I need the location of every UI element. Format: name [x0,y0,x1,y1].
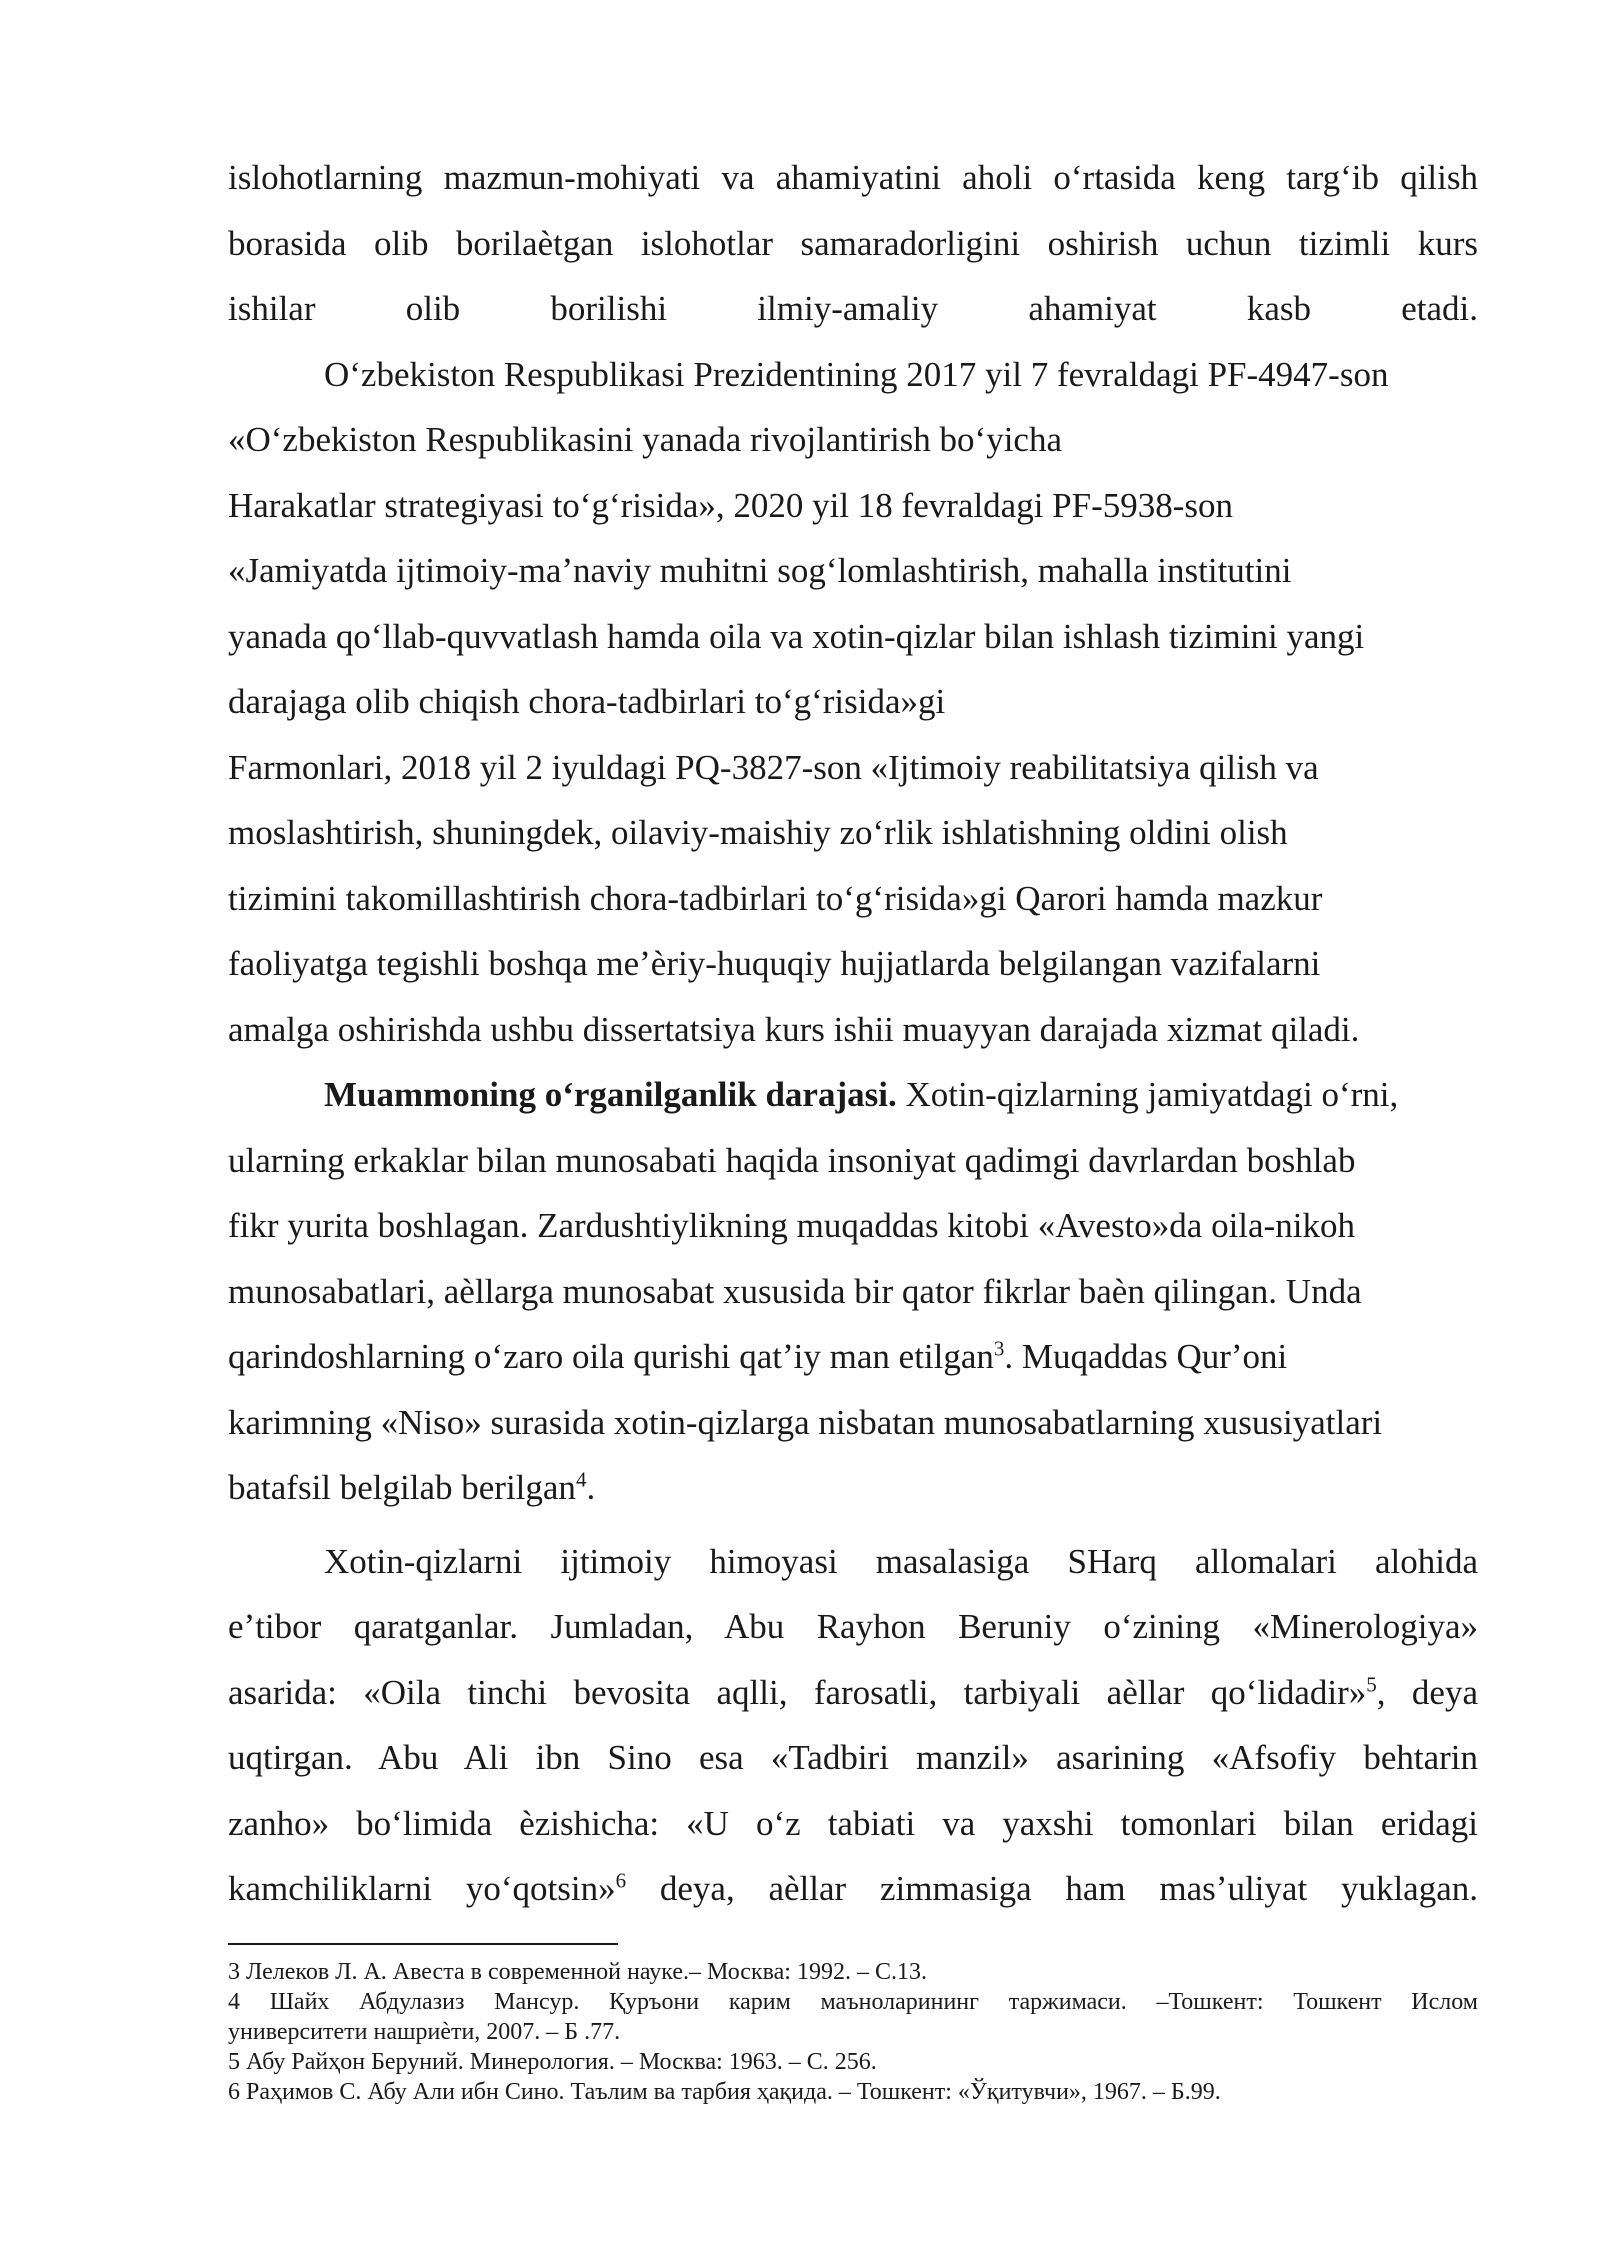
footnote-5: 5 Абу Райҳон Беруний. Минерология. – Москва: 1963. – С. 256. [228,2049,877,2075]
text-line: . Muqaddas Qurʼoni [1004,1337,1288,1376]
text-line: Farmonlari, 2018 yil 2 iyuldagi PQ-3827-son «Ijtimoiy reabilitatsiya qilish va [228,747,1319,787]
footnote-6: 6 Раҳимов С. Абу Али ибн Сино. Таълим ва тарбия ҳақида. – Тошкент: «Ўқитувчи», 1967. – Б.99. [228,2079,1221,2105]
text-line: uqtirgan. Abu Ali ibn Sino esa «Tadbiri manzil» asarining «Afsofiy behtarin [228,1738,1478,1777]
footnotes [228,1957,1478,2107]
text-line: fikr yurita boshlagan. Zardushtiylikning muqaddas kitobi «Avesto»da oila-nikoh [228,1206,1355,1245]
text-line: faoliyatga tegishli boshqa meʼѐriy-huquqiy hujjatlarda belgilangan vazifalarni [228,944,1321,983]
paragraph-2 [228,342,1478,473]
text-line: Xotin-qizlarni ijtimoiy himoyasi masalasiga SHarq allomalari alohida [324,1541,1478,1581]
text-line: amalga oshirishda ushbu dissertatsiya kurs ishii muayyan darajada xizmat qiladi. [228,1009,1360,1049]
footnote-3: 3 Лелеков Л. А. Авеста в современной науке.– Москва: 1992. – С.13. [228,1959,927,1985]
text-line: Xotin-qizlarning jamiyatdagi oʻrni, [896,1075,1399,1114]
text-line: karimning «Niso» surasida xotin-qizlarga nisbatan munosabatlarning xususiyatlari [228,1402,1383,1442]
text-line: islohotlarning mazmun-mohiyati va ahamiyatini aholi oʻrtasida keng targʻib qilish [228,158,1478,197]
text-line: Oʻzbekiston Respublikasi Prezidentining 2017 yil 7 fevraldagi PF-4947-son [324,354,1389,394]
text-line: borasida olib borilaѐtgan islohotlar samaradorligini oshirish uchun tizimli kurs [228,223,1478,263]
text-line: darajaga olib chiqish chora-tadbirlari toʻgʻrisida»gi [228,682,946,721]
section-heading: Muammoning oʻrganilganlik darajasi. [324,1075,897,1114]
text-line: . [586,1468,596,1507]
text-line: batafsil belgilab berilgan [228,1468,576,1507]
text-line: zanho» boʻlimida ѐzishicha: «U oʻz tabiati va yaxshi tomonlari bilan eridagi [228,1803,1478,1843]
text-line: eʼtibor qaratganlar. Jumladan, Abu Rayhon Beruniy oʻzining «Minerologiya» [228,1607,1478,1646]
paragraph-3 [228,473,1478,735]
text-line: , deya [1376,1672,1478,1712]
text-line: munosabatlari, aѐllarga munosabat xususida bir qator fikrlar baѐn qilingan. Unda [228,1271,1362,1311]
text-line: qarindoshlarning oʻzaro oila qurishi qatʼiy man etilgan [228,1337,994,1376]
text-line: tizimini takomillashtirish chora-tadbirlari toʻgʻrisida»gi Qarori hamda mazkur [228,878,1323,918]
text-line: ishilar olib borilishi ilmiy-amaliy ahamiyat kasb etadi. [228,289,1478,328]
text-line: kamchiliklarni yoʻqotsin» [228,1869,616,1908]
text-line: ularning erkaklar bilan munosabati haqida insoniyat qadimgi davrlardan boshlab [228,1140,1356,1180]
footnote-ref[interactable]: 6 [615,1868,627,1893]
footnote-line: 4 Шайх Абдулазиз Мансур. Қуръони карим маъноларининг таржимаси. –Тошкент: Тошкент Ислом [228,1989,1478,2015]
footnote-ref[interactable]: 3 [993,1336,1005,1361]
text-line: yanada qoʻllab-quvvatlash hamda oila va xotin-qizlar bilan ishlash tizimini yangi [228,616,1365,656]
text-line: «Jamiyatda ijtimoiy-maʼnaviy muhitni sogʻlomlashtirish, mahalla institutini [228,551,1292,590]
text-line: «Oʻzbekiston Respublikasini yanada rivojlantirish boʻyicha [228,420,1062,459]
paragraph-4 [228,735,1478,1063]
footnote-separator [228,1943,618,1945]
text-line: Harakatlar strategiyasi toʻgʻrisida», 2020 yil 18 fevraldagi PF-5938-son [228,485,1234,525]
footnote-ref[interactable]: 5 [1366,1671,1377,1696]
paragraph-6 [228,1529,1478,1922]
paragraph-5 [228,1062,1478,1521]
text-line: deya, aѐllar zimmasiga ham masʼuliyat yuklagan. [626,1869,1478,1908]
footnote-ref[interactable]: 4 [575,1467,587,1492]
paragraph-1 [228,145,1478,342]
footnote-4-continued: университети нашриѐти, 2007. – Б .77. [228,2019,621,2045]
text-line: asarida: «Oila tinchi bevosita aqlli, farosatli, tarbiyali aѐllar qoʻlidadir» [228,1672,1367,1712]
document-page [228,145,1478,1922]
text-line: moslashtirish, shuningdek, oilaviy-maishiy zoʻrlik ishlatishning oldini olish [228,813,1288,852]
footnote-4 [228,1987,1478,2017]
